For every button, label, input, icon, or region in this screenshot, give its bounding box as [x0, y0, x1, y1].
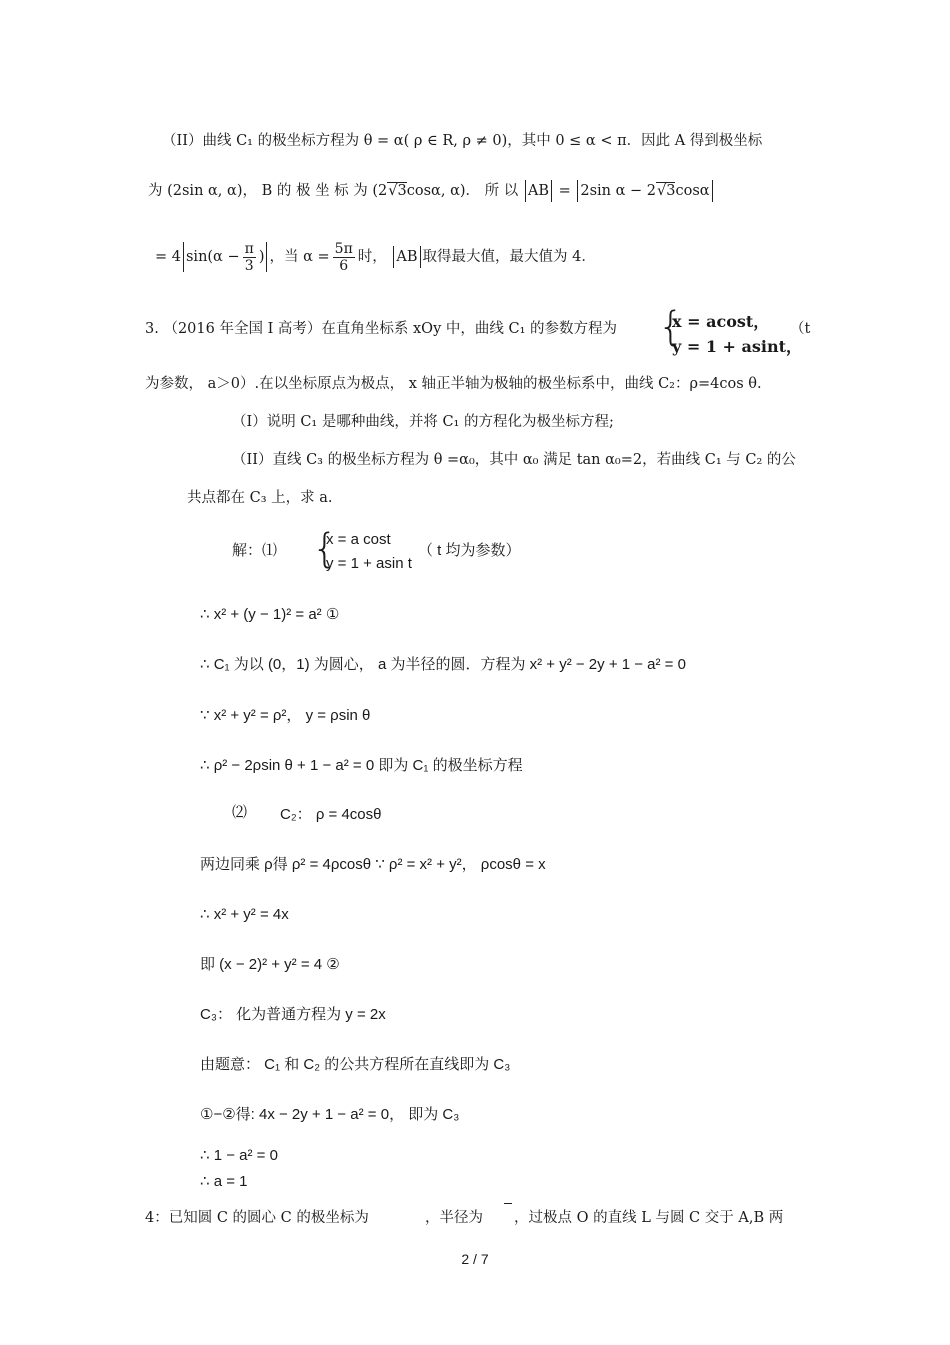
abs-bar — [551, 180, 552, 202]
step-6: 两边同乘 ρ得 ρ² = 4ρcosθ ∵ ρ² = x² + y²， ρcosθ = x — [200, 856, 546, 873]
abs-bar — [577, 180, 578, 202]
left-brace: { — [658, 304, 684, 350]
step-4: ∴ ρ² − 2ρsin θ + 1 − a² = 0 即为 C₁ 的极坐标方程 — [200, 757, 523, 774]
line2-mid: cosα, α)． 所 以 — [406, 183, 523, 199]
t-tail: （t — [790, 321, 811, 337]
problem3-line2: 为参数， a＞0）.在以坐标原点为极点， x 轴正半轴为极轴的极坐标系中，曲线 C₂：ρ=4cos θ. — [145, 376, 762, 392]
missing-formula-mark — [504, 1203, 512, 1204]
part2-line2 — [148, 180, 715, 202]
line3-close: ) — [258, 249, 265, 265]
abs-bar — [266, 242, 267, 272]
step-3: ∵ x² + y² = ρ²， y = ρsin θ — [200, 707, 371, 724]
step-5-label: ⑵ — [232, 804, 248, 821]
line3-sin: sin(α − — [185, 249, 240, 265]
sys-note: （ t 均为参数） — [418, 542, 521, 559]
abs-bar — [420, 246, 421, 268]
parametric-system — [658, 304, 803, 357]
expr-a: 2sin α − 2 — [580, 183, 656, 199]
sys-x: x = a cost — [326, 531, 391, 548]
param-x: x = acost， — [672, 312, 770, 331]
line3-ab: AB — [396, 249, 418, 265]
question-2-cont: 共点都在 C₃ 上，求 a. — [187, 490, 333, 506]
problem4-text-c: ，过极点 O 的直线 L 与圆 C 交于 A,B 两 — [514, 1210, 784, 1226]
ab-label: AB — [527, 183, 549, 199]
part2-line3 — [155, 240, 596, 274]
step-5: C₂： ρ = 4cosθ — [280, 806, 382, 823]
step-9: C₃： 化为普通方程为 y = 2x — [200, 1006, 386, 1023]
fraction-pi-3: $\frac{\pi}{3}$ — [244, 240, 254, 274]
line3-when: ，当 α = — [269, 249, 330, 265]
step-13: ∴ a = 1 — [200, 1173, 248, 1190]
line3-shi: 时， — [357, 249, 387, 265]
abs-bar — [712, 180, 713, 202]
solution-label: 解：⑴ — [232, 542, 278, 559]
abs-bar — [393, 246, 394, 268]
line3-a: = 4 — [155, 249, 181, 265]
step-12: ∴ 1 − a² = 0 — [200, 1147, 278, 1164]
sys-y: y = 1 + asin t — [326, 555, 412, 572]
question-2: （II）直线 C₃ 的极坐标方程为 θ =α₀，其中 α₀ 满足 tan α₀=2，若曲线 C₁ 与 C₂ 的公 — [232, 452, 796, 468]
step-2: ∴ C₁ 为以 (0，1) 为圆心， a 为半径的圆．方程为 x² + y² − 2y + 1 − a² = 0 — [200, 656, 686, 673]
fraction-5pi-6: $\frac{5\pi}{6}$ — [334, 240, 353, 274]
problem3-head: 3. （2016 年全国 Ⅰ 高考）在直角坐标系 xOy 中，曲线 C₁ 的参数方程为 — [145, 321, 617, 337]
part2-line1: （II）曲线 C₁ 的极坐标方程为 θ = α( ρ ∈ R, ρ ≠ 0)，其中 0 ≤ α < π．因此 A 得到极坐标 — [162, 133, 763, 149]
abs-bar — [183, 242, 184, 272]
left-brace: { — [312, 526, 338, 572]
abs-bar — [525, 180, 526, 202]
step-8: 即 (x − 2)² + y² = 4 ② — [200, 956, 340, 973]
eq-sign: = — [553, 183, 576, 199]
sqrt-3: √3 — [388, 183, 407, 199]
param-y: y = 1 + asint， — [672, 337, 803, 356]
solution-system — [312, 526, 432, 577]
expr-b: cosα — [675, 183, 710, 199]
question-1: （I）说明 C₁ 是哪种曲线，并将 C₁ 的方程化为极坐标方程; — [232, 414, 614, 430]
problem4-text-a: 4：已知圆 C 的圆心 C 的极坐标为 — [145, 1210, 369, 1226]
step-1: ∴ x² + (y − 1)² = a² ① — [200, 606, 340, 623]
step-7: ∴ x² + y² = 4x — [200, 906, 289, 923]
step-10: 由题意： C₁ 和 C₂ 的公共方程所在直线即为 C₃ — [200, 1056, 511, 1073]
step-11: ①−②得: 4x − 2y + 1 − a² = 0， 即为 C₃ — [200, 1106, 460, 1123]
line2-prefix: 为 (2sin α, α)， B 的 极 坐 标 为 (2 — [148, 183, 388, 199]
page-number: 2 / 7 — [461, 1251, 489, 1267]
sqrt-3-b: √3 — [657, 183, 676, 199]
problem4-text-b: ，半径为 — [425, 1210, 483, 1226]
line3-tail: 取得最大值，最大值为 4． — [422, 249, 596, 265]
